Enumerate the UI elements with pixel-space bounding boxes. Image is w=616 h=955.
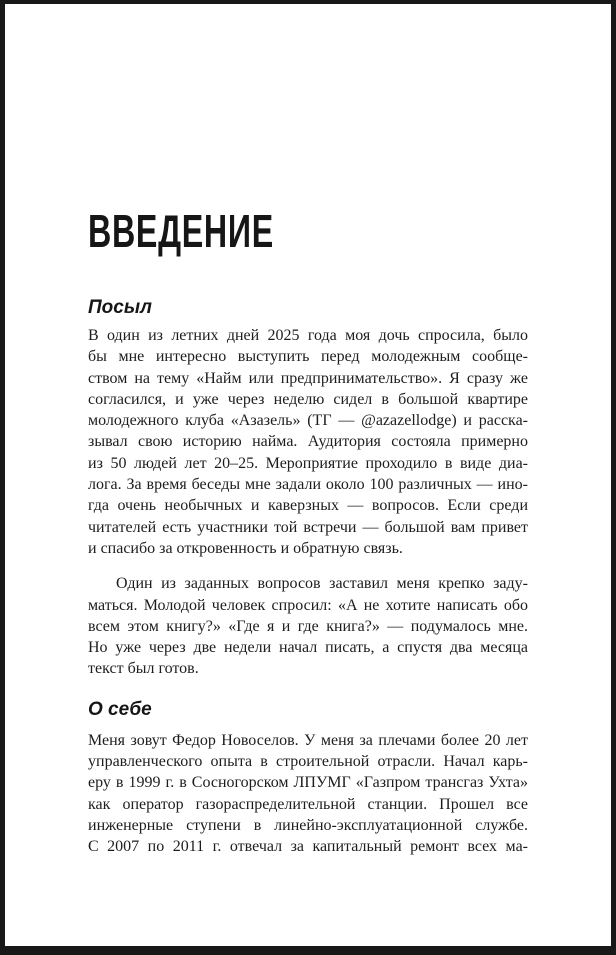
section-heading-o-sebe: О себе	[88, 698, 152, 720]
text-line: зывал свою историю найма. Аудитория состояла примерно	[88, 433, 528, 451]
paragraph	[88, 325, 528, 559]
paragraph	[88, 730, 528, 858]
text-line: читателей есть участники той встречи — большой вам привет	[88, 518, 528, 536]
text-line: ством на тему «Найм или предпринимательство». Я сразу же	[88, 369, 528, 387]
text-line: и спасибо за откровенность и обратную связь.	[88, 539, 403, 557]
text-line: всем этом книгу?» «Где я и где книга?» — подумалось мне.	[88, 617, 528, 635]
text-line: из 50 людей лет 20–25. Мероприятие проходило в виде диа-	[88, 454, 528, 472]
text-line: текст был готов.	[88, 660, 199, 678]
text-line: Меня зовут Федор Новоселов. У меня за плечами более 20 лет	[88, 731, 528, 749]
text-line: согласился, и уже через неделю сидел в большой квартире	[88, 390, 528, 408]
text-line: С 2007 по 2011 г. отвечал за капитальный ремонт всех ма-	[88, 838, 528, 856]
section-o-sebe	[88, 700, 528, 858]
text-line: управленческого опыта в строительной отрасли. Начал карь-	[88, 753, 528, 771]
text-line: еру в 1999 г. в Сосногорском ЛПУМГ «Газпром трансгаз Ухта»	[88, 774, 528, 792]
section-heading-posyl: Посыл	[88, 297, 152, 318]
text-line: В один из летних дней 2025 года моя дочь спросила, было	[88, 327, 528, 344]
section-posyl	[88, 298, 528, 680]
text-line: маться. Молодой человек спросил: «А не хотите написать обо	[88, 596, 528, 614]
text-line: Но уже через две недели начал писать, а спустя два месяца	[88, 639, 528, 657]
text-line: инженерные ступени в линейно-эксплуатационной службе.	[88, 816, 528, 834]
text-line: как оператор газораспределительной станции. Прошел все	[88, 795, 528, 813]
text-line: лога. За время беседы мне задали около 100 различных — ино-	[88, 476, 528, 494]
text-line: молодежного клуба «Азазель» (ТГ — @azazellodge) и расска-	[88, 412, 528, 430]
text-line: Один из заданных вопросов заставил меня крепко заду-	[116, 575, 528, 593]
text-line: гда очень необычных и каверзных — вопросов. Если среди	[88, 497, 528, 515]
text-line: бы мне интересно выступить перед молодежным сообще-	[88, 348, 528, 366]
paragraph	[88, 573, 528, 679]
chapter-title: ВВЕДЕНИЕ	[88, 205, 274, 257]
page-content	[5, 205, 611, 858]
